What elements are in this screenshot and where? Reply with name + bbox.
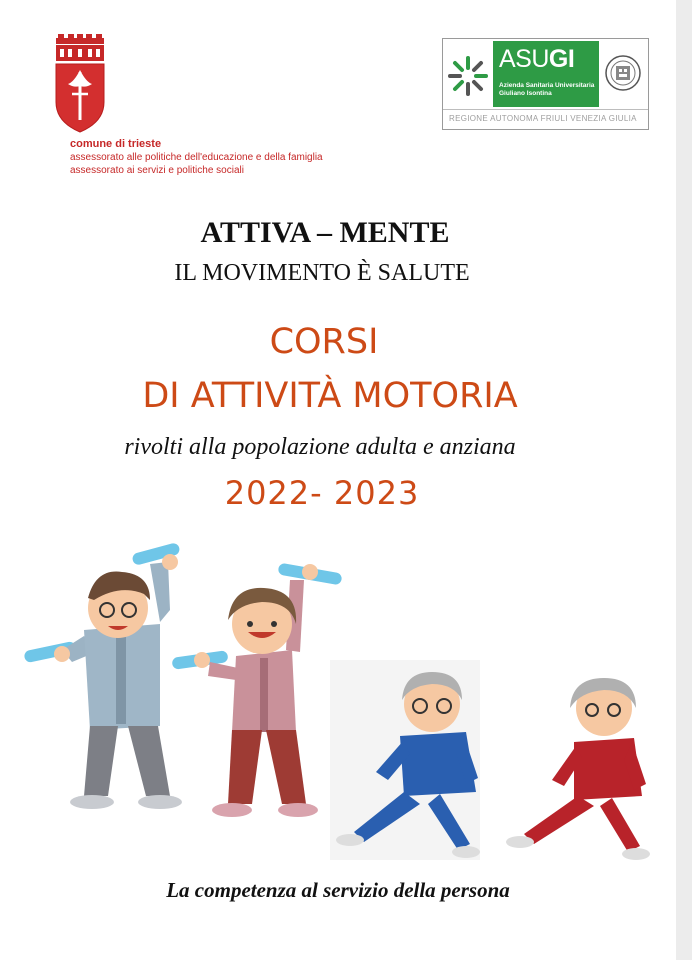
org-block xyxy=(70,138,323,177)
senior-man-stretching-figure xyxy=(330,660,480,860)
org-department-1: assessorato alle politiche dell'educazione e della famiglia xyxy=(70,152,323,163)
courses-heading-line2: DI ATTIVITÀ MOTORIA xyxy=(142,376,518,416)
asugi-name: ASUGI xyxy=(499,45,575,73)
footer-tagline: La competenza al servizio della persona xyxy=(166,878,510,902)
asugi-brand-panel xyxy=(493,41,599,107)
seniors-exercising-illustration xyxy=(0,540,676,870)
senior-man-dumbbell-figure xyxy=(23,542,182,809)
courses-heading-line1: CORSI xyxy=(269,322,379,362)
trieste-crest-icon xyxy=(54,34,106,134)
senior-woman-dumbbell-figure xyxy=(171,563,342,817)
university-seal-icon xyxy=(603,49,643,97)
asugi-divider xyxy=(443,109,648,110)
asugi-logo xyxy=(442,38,649,130)
org-department-2: assessorato ai servizi e politiche sociali xyxy=(70,165,244,176)
region-label: REGIONE AUTONOMA FRIULI VENEZIA GIULIA xyxy=(449,114,637,123)
audience-text: rivolti alla popolazione adulta e anziana xyxy=(124,434,516,460)
org-name: comune di trieste xyxy=(70,138,162,150)
main-title: ATTIVA – MENTE xyxy=(200,216,450,249)
page-edge xyxy=(676,0,692,960)
asugi-star-icon xyxy=(447,55,489,97)
asugi-subtitle: Azienda Sanitaria Universitaria Giuliano Isontina xyxy=(499,82,595,97)
subtitle: IL MOVIMENTO È SALUTE xyxy=(174,260,470,286)
senior-woman-stretching-figure xyxy=(506,678,650,860)
years-label: 2022- 2023 xyxy=(224,474,420,512)
